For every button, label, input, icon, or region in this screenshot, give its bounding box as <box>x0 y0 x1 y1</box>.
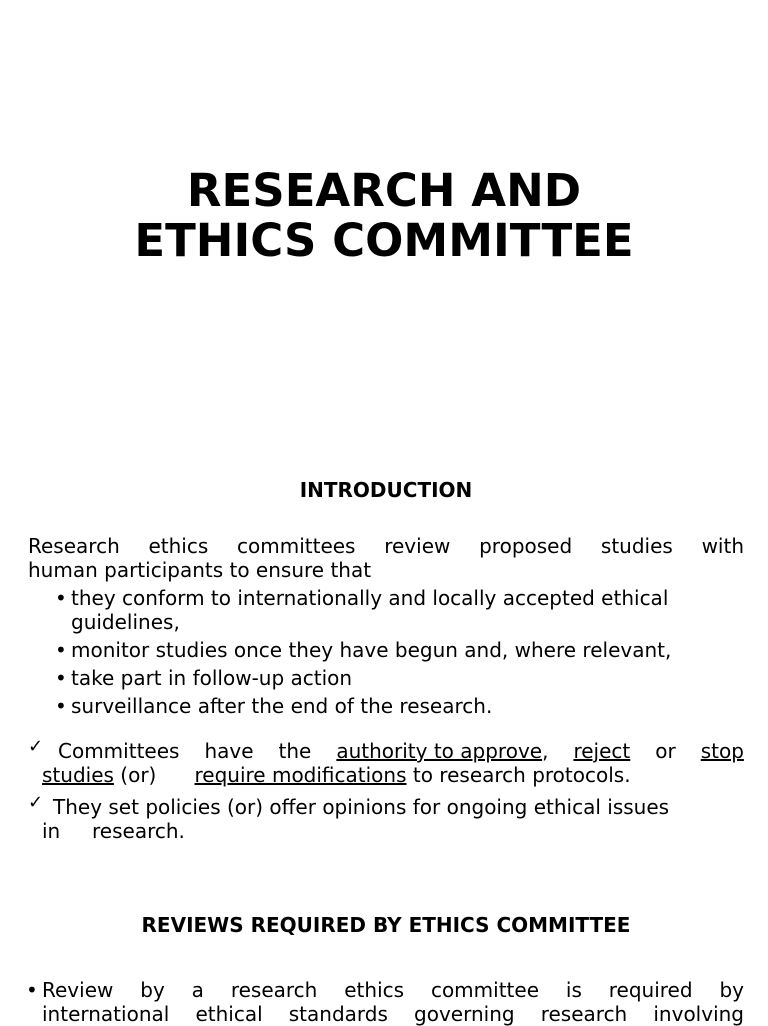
protocols-text: to research protocols. <box>406 763 631 787</box>
word: Committees <box>58 739 180 763</box>
title-line-1: RESEARCH AND <box>186 164 582 217</box>
check-1-line-2 <box>28 763 744 787</box>
list-item <box>55 586 744 634</box>
bullet-icon: • <box>55 666 67 690</box>
page-title <box>0 166 768 266</box>
policies-text: They set policies (or) offer opinions for ongoing ethical issues <box>53 795 670 819</box>
reject-text: reject <box>573 739 631 763</box>
list-item-text: surveillance after the end of the research. <box>71 694 493 718</box>
list-item <box>55 694 744 718</box>
word: or <box>655 739 676 763</box>
bullet-icon: • <box>55 694 67 718</box>
intro-para-line-1: Research ethics committees review proposed studies with <box>28 534 744 558</box>
check-1-line-1 <box>28 739 744 763</box>
reviews-heading: REVIEWS REQUIRED BY ETHICS COMMITTEE <box>141 913 631 937</box>
list-item-text: they conform to internationally and locally accepted ethical guidelines, <box>71 586 669 634</box>
comma: , <box>542 739 549 763</box>
review-item-text <box>42 978 744 1026</box>
stop-text: stop <box>700 739 744 763</box>
introduction-paragraph <box>28 534 744 582</box>
list-item-text: monitor studies once they have begun and, where relevant, <box>71 638 672 662</box>
list-item-text: take part in follow-up action <box>71 666 353 690</box>
title-line-2: ETHICS COMMITTEE <box>134 214 634 267</box>
word: have <box>204 739 254 763</box>
authority-to-approve-text: authority to approve <box>336 739 543 763</box>
checkmark-icon: ✓ <box>28 792 44 813</box>
introduction-heading: INTRODUCTION <box>299 478 473 502</box>
check-item-policies <box>28 792 744 843</box>
bullet-icon: • <box>26 978 38 1002</box>
require-modifications-text: require modifications <box>194 763 407 787</box>
authority-phrase <box>336 739 548 763</box>
review-line-2: international ethical standards governing research involving <box>42 1002 744 1026</box>
list-item <box>55 638 744 662</box>
intro-para-line-2: human participants to ensure that <box>28 558 372 582</box>
bullet-icon: • <box>55 586 67 610</box>
introduction-bullet-list <box>55 586 744 722</box>
or-text: (or) <box>113 763 195 787</box>
word: the <box>278 739 312 763</box>
check-2-line-1 <box>28 795 744 819</box>
bullet-icon: • <box>55 638 67 662</box>
studies-text: studies <box>42 763 114 787</box>
list-item <box>26 978 744 1026</box>
list-item <box>55 666 744 690</box>
check-2-line-2: in research. <box>42 819 185 843</box>
review-line-1: Review by a research ethics committee is required by <box>42 978 744 1002</box>
check-item-authority <box>28 736 744 787</box>
checkmark-icon: ✓ <box>28 736 44 757</box>
